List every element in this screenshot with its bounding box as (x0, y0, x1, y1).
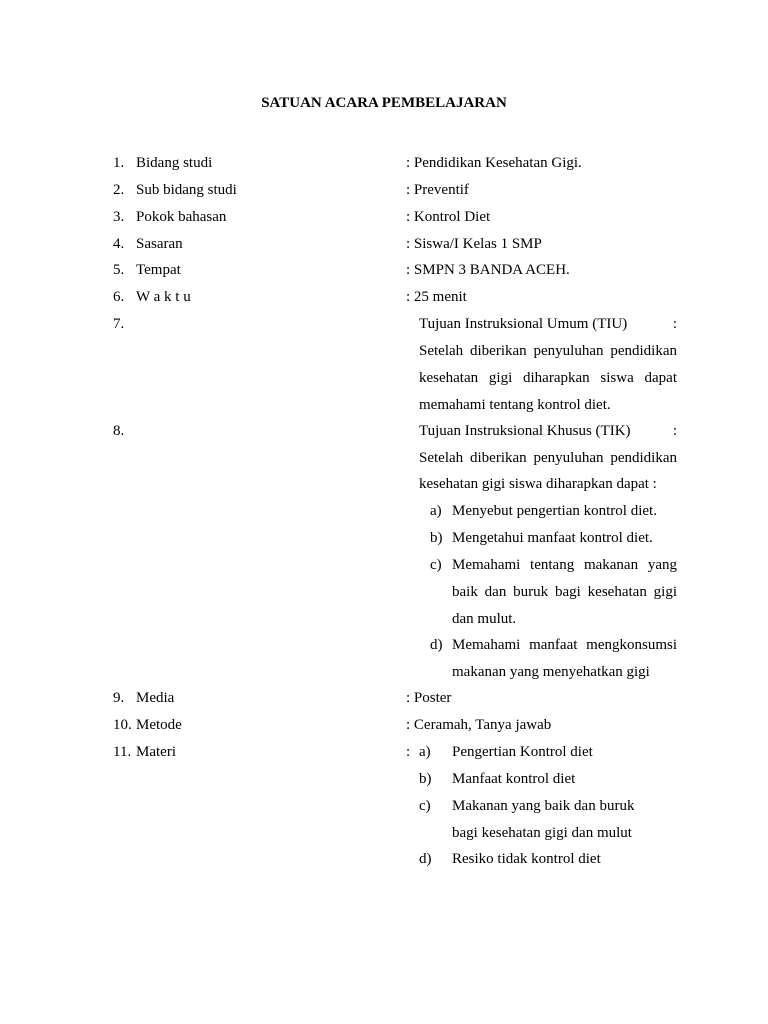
item-label-media: Media (136, 690, 175, 706)
tik-point-text: Memahami manfaat mengkonsumsi (452, 637, 677, 653)
materi-point-letter: d) (419, 851, 432, 867)
item-number: 2. (113, 182, 125, 198)
item-value-metode: : Ceramah, Tanya jawab (406, 717, 552, 733)
item-label-bidang-studi: Bidang studi (136, 155, 213, 171)
tik-point-text: Memahami tentang makanan yang (452, 557, 677, 573)
tik-point-letter: a) (430, 503, 442, 519)
item-value-waktu: : 25 menit (406, 289, 467, 305)
item-value-sasaran: : Siswa/I Kelas 1 SMP (406, 236, 542, 252)
materi-point-text: Pengertian Kontrol diet (452, 744, 593, 760)
tik-colon: : (672, 423, 677, 439)
tik-text-line: Setelah diberikan penyuluhan pendidikan (419, 450, 677, 466)
tik-point-text: makanan yang menyehatkan gigi (452, 664, 650, 680)
materi-point-text: Makanan yang baik dan buruk (452, 798, 635, 814)
tiu-heading: Tujuan Instruksional Umum (TIU) (419, 316, 628, 332)
item-label-metode: Metode (136, 717, 182, 733)
tiu-text-line: memahami tentang kontrol diet. (419, 397, 611, 413)
tiu-text-line: kesehatan gigi diharapkan siswa dapat (419, 370, 677, 386)
materi-point-text: Manfaat kontrol diet (452, 771, 576, 787)
tiu-text-line: Setelah diberikan penyuluhan pendidikan (419, 343, 677, 359)
tik-point-text: dan mulut. (452, 611, 517, 627)
materi-point-text: Resiko tidak kontrol diet (452, 851, 601, 867)
item-number: 11. (113, 744, 132, 760)
item-label-waktu: W a k t u (136, 289, 191, 305)
item-number: 5. (113, 262, 125, 278)
item-value-media: : Poster (406, 690, 452, 706)
document-title: SATUAN ACARA PEMBELAJARAN (261, 95, 507, 111)
item-label-sub-bidang-studi: Sub bidang studi (136, 182, 237, 198)
item-number: 3. (113, 209, 125, 225)
tik-heading: Tujuan Instruksional Khusus (TIK) (419, 423, 631, 439)
tik-point-letter: b) (430, 530, 443, 546)
item-number: 7. (113, 316, 125, 332)
item-value-bidang-studi: : Pendidikan Kesehatan Gigi. (406, 155, 582, 171)
materi-point-letter: b) (419, 771, 432, 787)
item-value-pokok-bahasan: : Kontrol Diet (406, 209, 491, 225)
tik-heading-row (419, 421, 677, 441)
item-value-tempat: : SMPN 3 BANDA ACEH. (406, 262, 570, 278)
item-number: 4. (113, 236, 125, 252)
tiu-colon: : (672, 316, 677, 332)
tik-point-text: baik dan buruk bagi kesehatan gigi (452, 584, 677, 600)
item-label-pokok-bahasan: Pokok bahasan (136, 209, 227, 225)
tik-point-text: Menyebut pengertian kontrol diet. (452, 503, 657, 519)
item-label-sasaran: Sasaran (136, 236, 183, 252)
tik-point-letter: c) (430, 557, 442, 573)
materi-point-letter: a) (419, 744, 431, 760)
item-number: 8. (113, 423, 125, 439)
tik-point-letter: d) (430, 637, 443, 653)
materi-point-text: bagi kesehatan gigi dan mulut (452, 825, 632, 841)
materi-point-letter: c) (419, 798, 431, 814)
item-number: 6. (113, 289, 125, 305)
materi-colon: : (406, 744, 411, 760)
item-number: 10. (113, 717, 132, 733)
item-label-materi: Materi (136, 744, 176, 760)
tik-point-text: Mengetahui manfaat kontrol diet. (452, 530, 653, 546)
tiu-heading-row (419, 314, 677, 334)
tik-text-line: kesehatan gigi siswa diharapkan dapat : (419, 476, 657, 492)
item-number: 9. (113, 690, 125, 706)
item-value-sub-bidang-studi: : Preventif (406, 182, 469, 198)
item-label-tempat: Tempat (136, 262, 181, 278)
item-number: 1. (113, 155, 125, 171)
